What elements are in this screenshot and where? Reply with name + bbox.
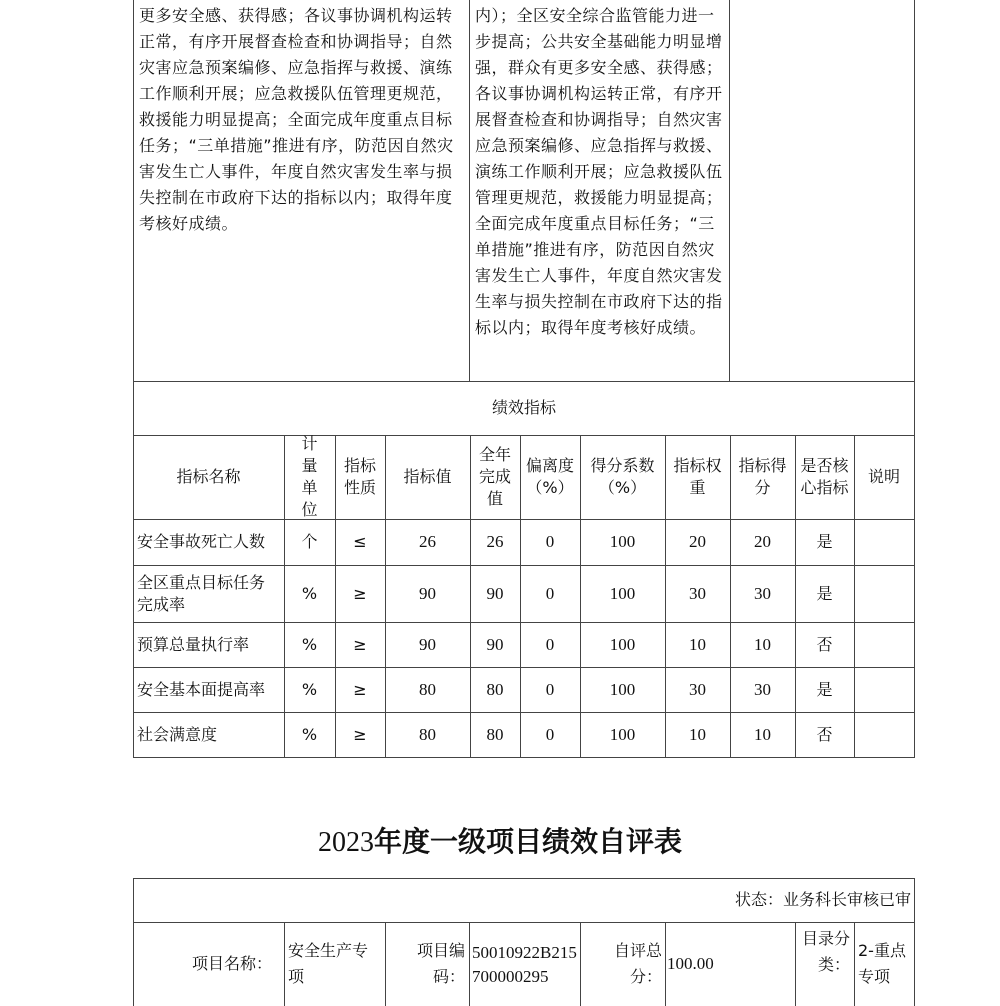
- row-coef: 100: [609, 724, 636, 744]
- row-note: [854, 712, 914, 757]
- page-title: [0, 820, 1000, 864]
- row-actual: 90: [486, 634, 504, 654]
- catalog-label: 目录分类：: [801, 929, 850, 974]
- row-actual: 90: [486, 583, 504, 603]
- col-header-target: 指标值: [403, 467, 452, 486]
- col-header-core: 是否核心指标: [800, 456, 849, 497]
- row-target: 80: [419, 724, 436, 744]
- row-deviation: 0: [545, 634, 555, 654]
- project-code-label: 项目编码：: [416, 941, 465, 986]
- row-deviation: 0: [545, 583, 555, 603]
- row-deviation: 0: [545, 679, 555, 699]
- row-score: 10: [754, 634, 771, 654]
- col-header-coef: 得分系数（%）: [590, 456, 655, 497]
- row-note: [854, 519, 914, 565]
- col-header-name: 指标名称: [176, 467, 241, 486]
- goal-text-right: 内）；全区安全综合监管能力进一步提高；公共安全基础能力明显增强，群众有更多安全感、获得感；各议事协调机构运转正常，有序开展督查检查和协调指导；自然灾害应急预案编修、应急指挥与救援、演练工作顺利开展；应急救援队伍管理更规范，救援能力明显提高；全面完成年度重点目标任务；“三单措施”推进有序，防范因自然灾害发生亡人事件，年度自然灾害发生率与损失控制在市政府下达的指标以内；取得年度考核好成绩。: [475, 6, 723, 337]
- col-header-weight: 指标权重: [673, 456, 722, 497]
- row-unit: %: [301, 679, 318, 699]
- row-weight: 10: [689, 634, 706, 654]
- row-name: 社会满意度: [137, 724, 218, 744]
- col-header-note: 说明: [867, 467, 900, 486]
- row-core: 是: [816, 679, 833, 699]
- row-weight: 10: [689, 724, 706, 744]
- row-actual: 80: [486, 724, 504, 744]
- row-unit: %: [301, 583, 318, 603]
- row-nature: ≥: [353, 724, 367, 744]
- row-actual: 80: [486, 679, 504, 699]
- row-weight: 30: [689, 583, 706, 603]
- row-core: 是: [816, 583, 833, 603]
- title-text: 年度一级项目绩效自评表: [373, 825, 682, 858]
- row-nature: ≥: [353, 634, 367, 654]
- row-score: 30: [754, 679, 771, 699]
- row-note: [854, 667, 914, 712]
- row-core: 否: [816, 724, 833, 744]
- col-header-actual: 全年完成值: [479, 445, 512, 508]
- row-score: 10: [754, 724, 771, 744]
- project-code-value: 50010922B215700000295: [472, 943, 577, 986]
- row-name: 安全事故死亡人数: [137, 532, 266, 551]
- performance-header: 绩效指标: [491, 398, 556, 417]
- row-core: 是: [816, 532, 833, 551]
- row-target: 80: [419, 679, 436, 699]
- goal-text-left: 更多安全感、获得感；各议事协调机构运转正常，有序开展督查检查和协调指导；自然灾害应急预案编修、应急指挥与救援、演练工作顺利开展；应急救援队伍管理更规范，救援能力明显提高；全面完成年度重点目标任务；“三单措施”推进有序，防范因自然灾害发生亡人事件，年度自然灾害发生率与损失控制在市政府下达的指标以内；取得年度考核好成绩。: [139, 6, 454, 233]
- row-score: 30: [754, 583, 771, 603]
- row-weight: 20: [689, 532, 706, 551]
- row-nature: ≥: [353, 679, 367, 699]
- row-deviation: 0: [545, 724, 555, 744]
- row-deviation: 0: [545, 532, 555, 551]
- row-coef: 100: [609, 583, 636, 603]
- row-unit: %: [301, 634, 318, 654]
- row-coef: 100: [609, 532, 636, 551]
- title-year: 2023: [317, 827, 374, 858]
- row-name: 安全基本面提高率: [137, 679, 266, 699]
- row-unit: 个: [301, 532, 318, 551]
- row-target: 90: [419, 583, 436, 603]
- row-coef: 100: [609, 634, 636, 654]
- row-name: 预算总量执行率: [137, 634, 250, 654]
- row-name: 全区重点目标任务完成率: [137, 572, 266, 614]
- status-text: 状态：业务科长审核已审: [734, 890, 911, 909]
- row-target: 26: [419, 532, 436, 551]
- row-note: [854, 565, 914, 622]
- row-weight: 30: [689, 679, 706, 699]
- col-header-unit: 计量单位: [301, 434, 318, 519]
- row-actual: 26: [486, 532, 504, 551]
- row-core: 否: [816, 634, 833, 654]
- self-score-value: 100.00: [667, 954, 714, 973]
- row-score: 20: [754, 532, 771, 551]
- catalog-value: 2-重点专项: [858, 941, 906, 986]
- row-nature: ≥: [353, 583, 367, 603]
- col-header-nature: 指标性质: [344, 456, 377, 497]
- row-target: 90: [419, 634, 436, 654]
- col-header-score: 指标得分: [738, 456, 787, 497]
- row-note: [854, 622, 914, 667]
- col-header-deviation: 偏离度（%）: [525, 456, 574, 497]
- row-coef: 100: [609, 679, 636, 699]
- row-nature: ≤: [353, 532, 367, 551]
- project-name-value: 安全生产专项: [288, 941, 369, 986]
- row-unit: %: [301, 724, 318, 744]
- project-name-label: 项目名称：: [191, 954, 272, 973]
- self-score-label: 自评总分：: [613, 941, 662, 986]
